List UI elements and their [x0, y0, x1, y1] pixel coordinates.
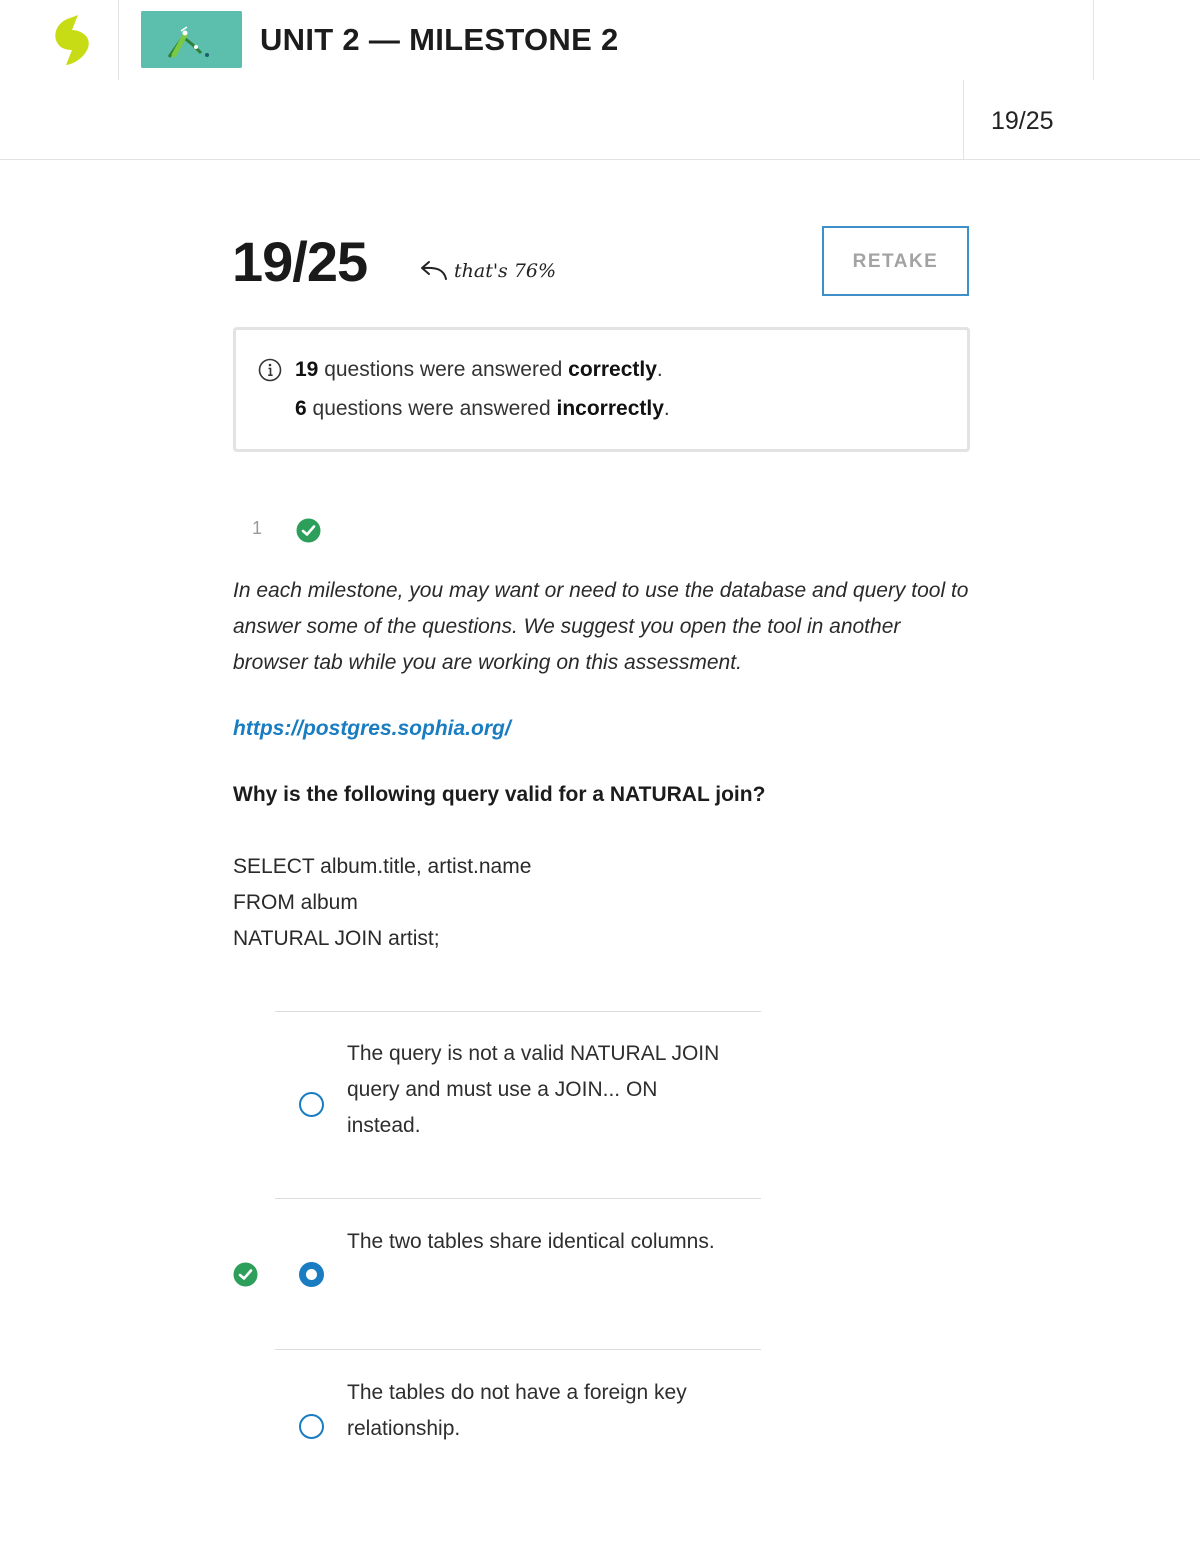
incorrect-count: 6 — [295, 397, 307, 420]
top-header — [0, 0, 1200, 80]
percent-text: that's 76% — [454, 260, 557, 282]
correct-period: . — [656, 358, 663, 381]
sql-line: FROM album — [233, 891, 358, 914]
percent-note — [418, 256, 556, 286]
sophia-logo-icon[interactable] — [50, 14, 96, 66]
option-text: The two tables share identical columns. — [347, 1230, 715, 1253]
radio-button[interactable] — [299, 1092, 324, 1117]
radio-button-selected[interactable] — [299, 1262, 324, 1287]
answer-option-1[interactable] — [233, 1012, 773, 1198]
sql-line: NATURAL JOIN artist; — [233, 927, 440, 950]
header-divider — [1093, 0, 1094, 80]
incorrect-word: incorrectly — [556, 397, 664, 420]
results-summary-box — [233, 327, 970, 452]
incorrect-text: questions were answered — [306, 397, 557, 420]
option-text: The tables do not have a foreign key relationship. — [347, 1381, 687, 1440]
score-summary-small: 19/25 — [991, 107, 1054, 135]
correct-count: 19 — [295, 358, 319, 381]
question-number: 1 — [252, 518, 263, 538]
option-text: The query is not a valid NATURAL JOIN query and must use a JOIN... ON instead. — [347, 1042, 720, 1137]
radio-button[interactable] — [299, 1414, 324, 1439]
postgres-tool-link[interactable]: https://postgres.sophia.org/ — [233, 717, 511, 740]
info-icon — [258, 358, 282, 382]
curved-arrow-left-icon — [418, 259, 448, 283]
question-prompt: Why is the following query valid for a NATURAL join? — [233, 783, 766, 806]
check-circle-icon — [233, 1262, 258, 1287]
header-divider — [118, 0, 119, 80]
correct-text: questions were answered — [318, 358, 569, 381]
answer-option-3[interactable] — [233, 1350, 773, 1500]
question-intro: In each milestone, you may want or need to use the database and query tool to answer some of the questions. We suggest you open the tool in another browser tab while you are working on this assessment. — [233, 579, 969, 674]
score-large: 19/25 — [232, 230, 368, 293]
correct-word: correctly — [568, 358, 657, 381]
incorrect-summary — [295, 394, 670, 424]
sql-line: SELECT album.title, artist.name — [233, 855, 532, 878]
incorrect-period: . — [663, 397, 670, 420]
sql-query — [233, 849, 531, 957]
unit-title: UNIT 2 — MILESTONE 2 — [260, 22, 619, 57]
answer-option-2[interactable] — [233, 1199, 773, 1349]
score-bar-divider — [963, 80, 964, 159]
correct-summary — [295, 355, 663, 385]
retake-button[interactable]: RETAKE — [822, 226, 969, 296]
score-bar — [0, 80, 1200, 160]
unit-thumbnail-icon — [141, 11, 242, 68]
check-circle-icon — [296, 518, 321, 543]
